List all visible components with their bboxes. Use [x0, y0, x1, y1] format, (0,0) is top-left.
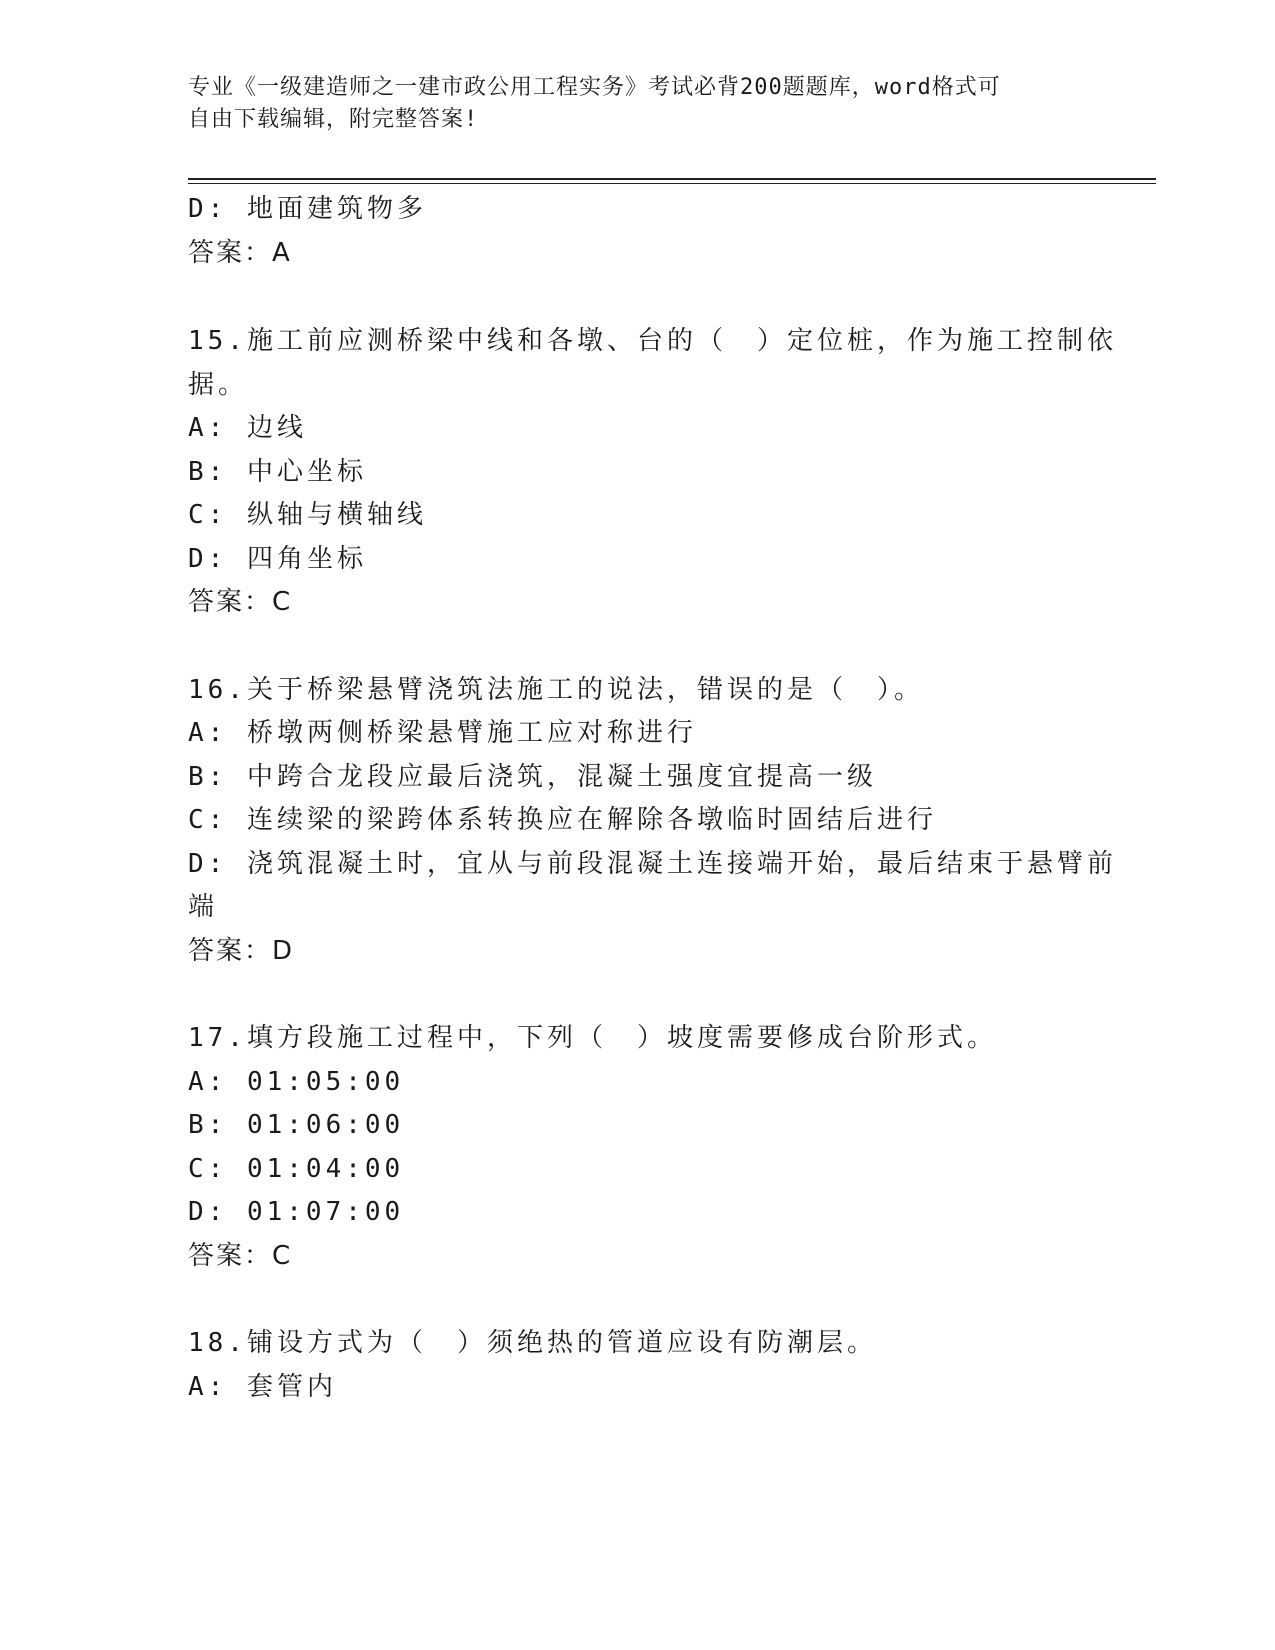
q16-stem: 16.关于桥梁悬臂浇筑法施工的说法，错误的是（ ）。	[188, 675, 924, 705]
q16-answer: 答案：D	[188, 936, 295, 966]
q16-option-b: B: 中跨合龙段应最后浇筑，混凝土强度宜提高一级	[188, 762, 877, 792]
q18-option-a: A: 套管内	[188, 1372, 337, 1402]
q17-stem: 17.填方段施工过程中，下列（ ）坡度需要修成台阶形式。	[188, 1023, 997, 1053]
q16-option-d-line-1: D: 浇筑混凝土时，宜从与前段混凝土连接端开始，最后结束于悬臂前	[188, 849, 1117, 879]
q18-stem: 18.铺设方式为（ ）须绝热的管道应设有防潮层。	[188, 1328, 877, 1358]
q17-option-b: B: 01:06:00	[188, 1110, 405, 1140]
header-divider-thin	[188, 183, 1156, 184]
q17-option-a: A: 01:05:00	[188, 1067, 405, 1097]
q15-answer: 答案：C	[188, 587, 293, 617]
header-line-1: 专业《一级建造师之一建市政公用工程实务》考试必背200题题库，word格式可	[188, 75, 1001, 100]
q16-option-a: A: 桥墩两侧桥梁悬臂施工应对称进行	[188, 718, 697, 748]
q15-option-d: D: 四角坐标	[188, 544, 367, 574]
q15-option-c: C: 纵轴与横轴线	[188, 500, 427, 530]
header-divider-thick	[188, 178, 1156, 180]
header-line-2: 自由下载编辑，附完整答案!	[188, 107, 479, 132]
q16-option-d-line-2: 端	[188, 892, 219, 922]
q17-option-d: D: 01:07:00	[188, 1197, 405, 1227]
prev-option-d: D: 地面建筑物多	[188, 194, 427, 224]
q15-stem-line-2: 据。	[188, 370, 249, 400]
q17-answer: 答案：C	[188, 1241, 293, 1271]
q15-option-a: A: 边线	[188, 413, 307, 443]
prev-answer: 答案：A	[188, 238, 292, 268]
q17-option-c: C: 01:04:00	[188, 1154, 405, 1184]
document-header	[188, 72, 1068, 136]
q15-stem-line-1: 15.施工前应测桥梁中线和各墩、台的（ ）定位桩，作为施工控制依	[188, 326, 1117, 356]
q16-option-c: C: 连续梁的梁跨体系转换应在解除各墩临时固结后进行	[188, 805, 937, 835]
q15-option-b: B: 中心坐标	[188, 457, 367, 487]
